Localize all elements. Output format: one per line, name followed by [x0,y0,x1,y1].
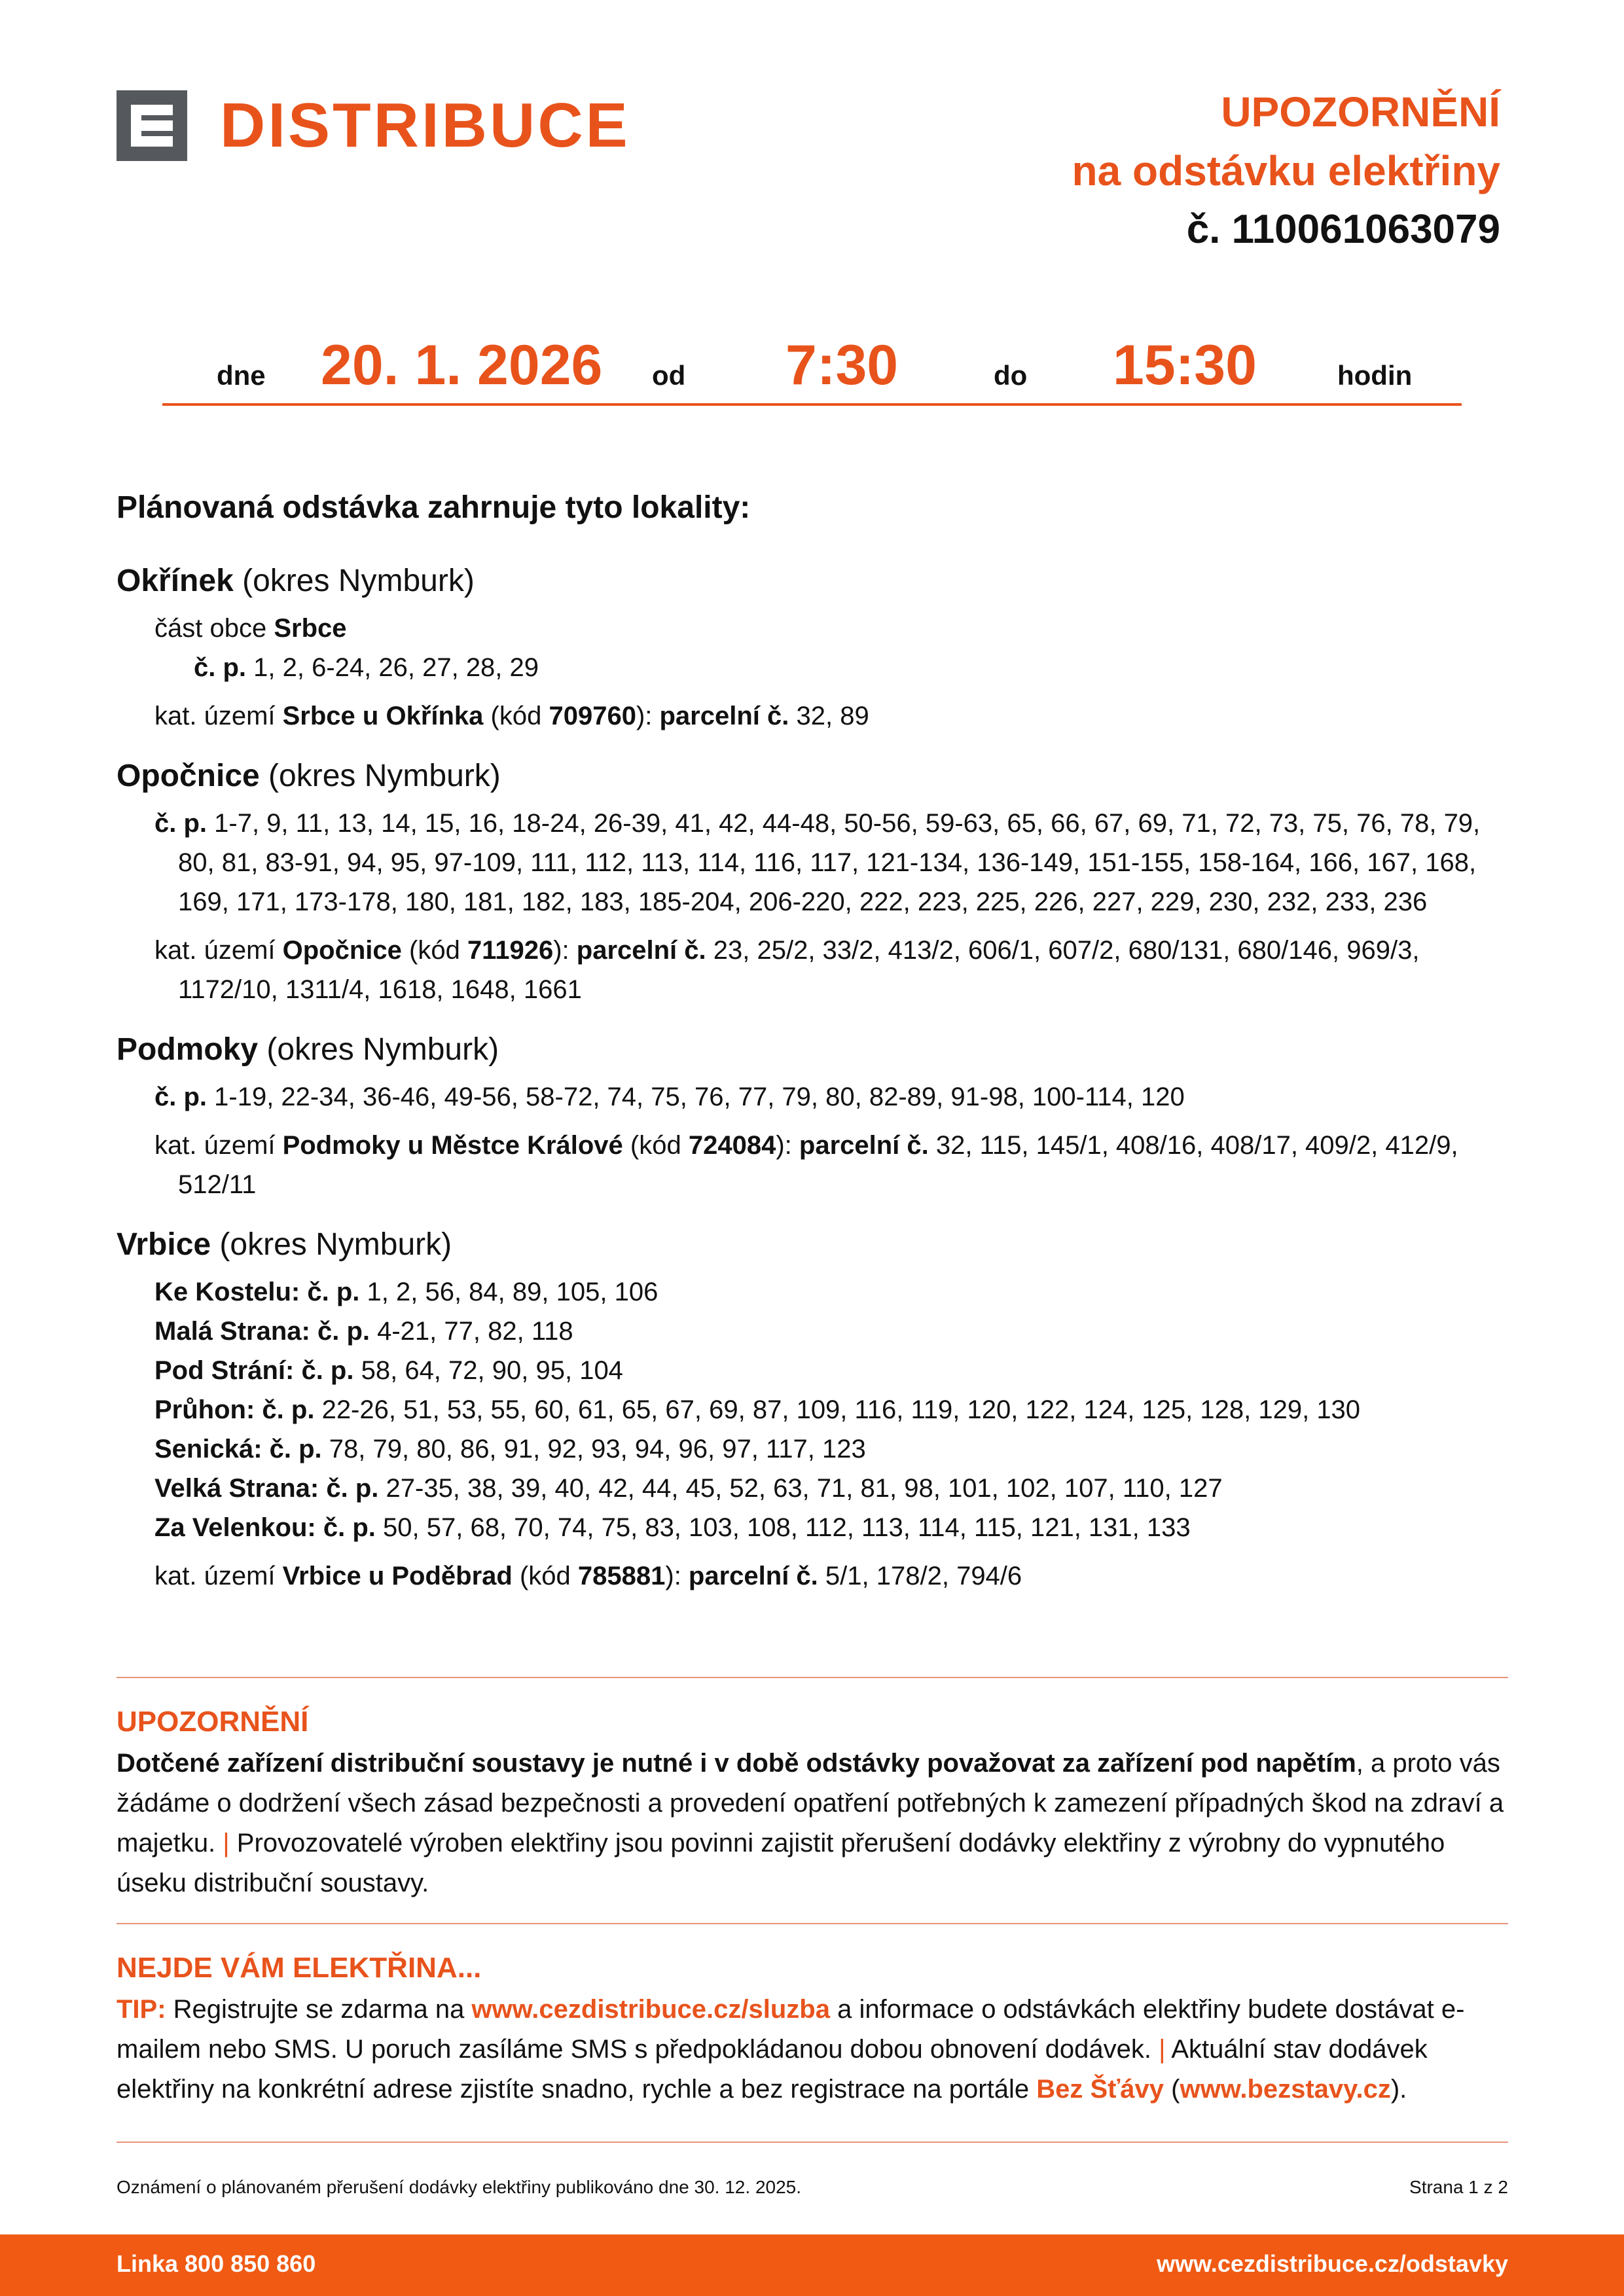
kod-close: ): [665,1562,689,1590]
cp-values: 50, 57, 68, 70, 74, 75, 83, 103, 108, 112, 113, 114, 115, 121, 131, 133 [375,1513,1191,1542]
time-from: 7:30 [785,334,899,397]
pipe-separator: | [223,1829,230,1857]
kod-close: ): [636,702,660,730]
street-line [154,1469,1508,1508]
kat-line [154,931,1508,1009]
part-line [154,609,1508,648]
street-line [154,1351,1508,1390]
cp-label: č. p. [319,1474,379,1503]
cp-label: č. p. [262,1435,322,1463]
street-name: Průhon: [154,1395,255,1424]
location-title [117,753,1508,800]
kat-name: Vrbice u Poděbrad [282,1562,513,1590]
tip-text [117,1990,1508,2109]
cp-line [154,804,1508,922]
page-number: Strana 1 z 2 [1409,2177,1508,2197]
cp-line [154,1077,1508,1117]
divider [117,1677,1508,1678]
cp-values: 27-35, 38, 39, 40, 42, 44, 45, 52, 63, 71, 81, 98, 101, 102, 107, 110, 127 [378,1474,1223,1503]
tip-text-2: a informace o odstávkách elektřiny budete dostávat e-mailem nebo SMS. U poruch zasíláme SMS s předpokládanou dobou obnovení dodávek. [117,1995,1465,2064]
street-line [154,1390,1508,1429]
parc-label: parcelní č. [799,1131,929,1160]
company-logo [117,90,630,161]
kod-value: 724084 [688,1131,776,1160]
notice-title: UPOZORNĚNÍ [1221,88,1500,135]
kod-value: 711926 [467,936,554,965]
kat-line [154,1126,1508,1204]
outages-website-link[interactable]: www.cezdistribuce.cz/odstavky [1157,2250,1508,2277]
kat-line [154,696,1508,736]
warning-section [117,1700,1508,1903]
street-line [154,1272,1508,1312]
cp-label: č. p. [255,1395,315,1424]
cp-values: 58, 64, 72, 90, 95, 104 [353,1356,623,1385]
time-to: 15:30 [1113,334,1257,397]
paren-open: ( [1164,2075,1180,2104]
location-name: Podmoky [117,1032,259,1067]
parc-values: 32, 89 [789,702,869,730]
location-name: Okřínek [117,564,234,598]
cp-values: 1, 2, 56, 84, 89, 105, 106 [359,1278,659,1306]
kod-value: 709760 [549,702,636,730]
cp-label: č. p. [154,809,208,838]
location-okrinek [117,558,1508,736]
location-title [117,1221,1508,1268]
hodin-label: hodin [1337,360,1413,391]
street-name: Velká Strana: [154,1474,319,1503]
notice-number: č. 110061063079 [1186,207,1500,252]
dne-label: dne [217,360,266,391]
pipe-separator: | [1159,2035,1166,2064]
kat-label: kat. území [154,936,283,965]
notice-subtitle: na odstávku elektřiny [1072,147,1500,194]
location-vrbice [117,1221,1508,1596]
warning-text-1: , a proto vás žádáme o dodržení všech zásad bezpečnosti a provedení opatření potřebných k zamezení případných škod na zdraví a majetku. [117,1749,1504,1857]
location-title [117,558,1508,605]
kod-open: (kód [512,1562,578,1590]
cp-values: 1-19, 22-34, 36-46, 49-56, 58-72, 74, 75, 76, 77, 79, 80, 82-89, 91-98, 100-114, 120 [207,1083,1185,1111]
kod-close: ): [776,1131,799,1160]
part-label: část obce [154,614,274,643]
location-title [117,1026,1508,1073]
cp-label: č. p. [310,1317,370,1346]
cp-label: č. p. [316,1513,376,1542]
location-district: (okres Nymburk) [258,1032,499,1067]
cp-label: č. p. [194,653,247,682]
cp-line [194,648,1508,687]
street-line [154,1429,1508,1469]
location-district: (okres Nymburk) [233,564,475,598]
street-name: Malá Strana: [154,1317,310,1346]
warning-title: UPOZORNĚNÍ [117,1706,309,1738]
cp-values: 78, 79, 80, 86, 91, 92, 93, 94, 96, 97, 117, 123 [321,1435,866,1463]
parc-label: parcelní č. [688,1562,818,1590]
street-name: Ke Kostelu: [154,1278,300,1306]
parc-label: parcelní č. [576,936,706,965]
bezstavy-link[interactable]: www.bezstavy.cz [1180,2075,1391,2104]
tip-section [117,1946,1508,2109]
paren-close: ). [1390,2075,1407,2104]
portal-name: Bez Šťávy [1036,2075,1164,2104]
cp-values: 22-26, 51, 53, 55, 60, 61, 65, 67, 69, 87, 109, 116, 119, 120, 122, 124, 125, 128, 129, 130 [314,1395,1361,1424]
divider [117,2142,1508,2143]
locations-content [117,484,1508,1613]
do-label: do [994,360,1028,391]
location-district: (okres Nymburk) [211,1227,452,1262]
footer-bar [0,2234,1624,2296]
kod-open: (kód [401,936,467,965]
location-name: Opočnice [117,759,260,793]
divider [117,1923,1508,1924]
location-podmoky [117,1026,1508,1204]
od-label: od [652,360,686,391]
kod-value: 785881 [577,1562,666,1590]
outage-schedule [162,327,1462,406]
kat-label: kat. území [154,702,283,730]
kat-label: kat. území [154,1131,283,1160]
published-note: Oznámení o plánovaném přerušení dodávky elektřiny publikováno dne 30. 12. 2025. [117,2177,802,2197]
tip-text-1: Registrujte se zdarma na [166,1995,472,2024]
tip-text-3: Aktuální stav dodávek elektřiny na konkrétní adrese zjistíte snadno, rychle a bez registrace na portále [117,2035,1428,2104]
outage-date: 20. 1. 2026 [321,334,603,397]
kod-open: (kód [623,1131,689,1160]
cez-logo-icon [117,90,187,161]
parc-values: 5/1, 178/2, 794/6 [818,1562,1022,1590]
location-name: Vrbice [117,1227,211,1262]
kod-close: ): [553,936,577,965]
cp-values: 1-7, 9, 11, 13, 14, 15, 16, 18-24, 26-39, 41, 42, 44-48, 50-56, 59-63, 65, 66, 67, 69, 71, 72, 73, 75, 76, 78, 79, 80, 81, 83-91, 94, 95, 97-109, 111, 112, 113, 114, 116, 117, 121-134, 136-149, 151-155, 158-164, 166, 167, 168, 169, 171, 173-178, 180, 181, 182, 183, 185-204, 206-220, 222, 223, 225, 226, 227, 229, 230, 232, 233, 236 [178,809,1481,916]
kat-name: Srbce u Okřínka [282,702,484,730]
kat-name: Opočnice [282,936,402,965]
street-name: Za Velenkou: [154,1513,316,1542]
tip-title: NEJDE VÁM ELEKTŘINA... [117,1952,482,1984]
kat-name: Podmoky u Městce Králové [282,1131,623,1160]
location-district: (okres Nymburk) [259,759,501,793]
parc-label: parcelní č. [659,702,789,730]
parc-values: 23, 25/2, 33/2, 413/2, 606/1, 607/2, 680/131, 680/146, 969/3, 1172/10, 1311/4, 1618, 1648, 1661 [178,936,1420,1004]
kat-label: kat. území [154,1562,283,1590]
location-opocnice [117,753,1508,1009]
cp-label: č. p. [300,1278,360,1306]
locations-intro: Plánovaná odstávka zahrnuje tyto lokality: [117,490,751,525]
notice-header [1072,82,1500,259]
logo-text: DISTRIBUCE [220,90,630,160]
cp-label: č. p. [294,1356,354,1385]
cp-label: č. p. [154,1083,208,1111]
street-name: Pod Strání: [154,1356,295,1385]
cp-values: 1, 2, 6-24, 26, 27, 28, 29 [246,653,539,682]
hotline[interactable]: Linka 800 850 860 [117,2250,316,2277]
warning-text-2: Provozovatelé výroben elektřiny jsou povinni zajistit přerušení dodávky elektřiny z výrobny do vypnutého úseku distribuční soustavy. [117,1829,1445,1897]
cp-values: 4-21, 77, 82, 118 [370,1317,573,1346]
parc-values: 32, 115, 145/1, 408/16, 408/17, 409/2, 412/9, 512/11 [178,1131,1458,1199]
street-line [154,1508,1508,1547]
warning-text [117,1744,1508,1903]
tip-label: TIP: [117,1995,166,2024]
kat-line [154,1556,1508,1596]
warning-bold-text: Dotčené zařízení distribuční soustavy je nutné i v době odstávky považovat za zařízení pod napětím [117,1749,1356,1778]
street-name: Senická: [154,1435,262,1463]
part-name: Srbce [274,614,347,643]
service-link[interactable]: www.cezdistribuce.cz/sluzba [471,1995,830,2024]
kod-open: (kód [483,702,549,730]
street-line [154,1312,1508,1351]
